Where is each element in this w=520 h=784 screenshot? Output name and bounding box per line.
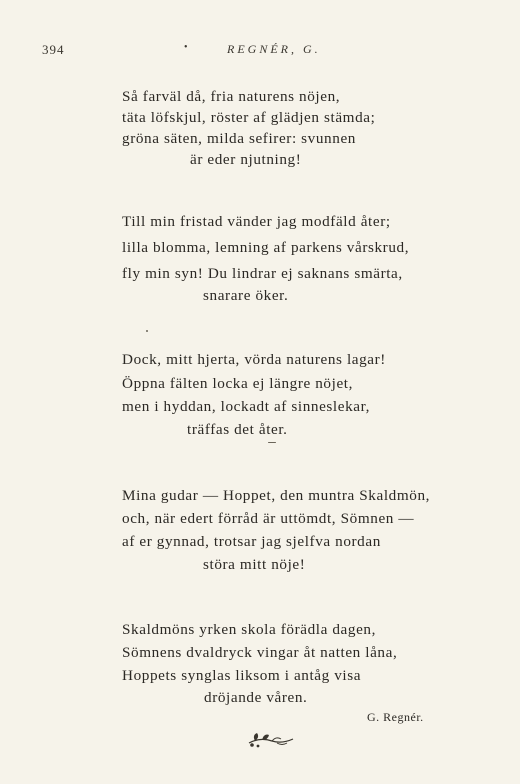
verse-line: och, när edert förråd är uttömdt, Sömnen —: [122, 510, 415, 527]
author-signature: G. Regnér.: [367, 710, 424, 724]
verse-line: Hoppets synglas liksom i antåg visa: [122, 667, 362, 684]
header-dot: •: [184, 42, 188, 53]
verse-line: Till min fristad vänder jag modfäld åter;: [122, 213, 391, 230]
verse-line: Så farväl då, fria naturens nöjen,: [122, 88, 341, 105]
running-head: [42, 42, 480, 62]
verse-line: men i hyddan, lockadt af sinneslekar,: [122, 398, 371, 415]
verse-line: af er gynnad, trotsar jag sjelfva nordan: [122, 533, 381, 550]
verse-line: Mina gudar — Hoppet, den muntra Skaldmön,: [122, 487, 431, 504]
running-head-author: REGNÉR, G.: [227, 42, 321, 56]
verse-line: Skaldmöns yrken skola förädla dagen,: [122, 621, 376, 638]
print-speck: [146, 330, 148, 332]
verse-line: dröjande våren.: [204, 689, 308, 706]
print-speck: [268, 442, 276, 443]
verse-line: Dock, mitt hjerta, vörda naturens lagar!: [122, 351, 386, 368]
verse-line: täta löfskjul, röster af glädjen stämda;: [122, 109, 376, 126]
verse-line: snarare öker.: [203, 287, 289, 304]
verse-line: är eder njutning!: [190, 151, 302, 168]
verse-line: störa mitt nöje!: [203, 556, 306, 573]
verse-line: fly min syn! Du lindrar ej saknans smärta,: [122, 265, 403, 282]
verse-line: träffas det åter.: [187, 421, 288, 438]
page-number: 394: [42, 42, 65, 57]
verse-line: gröna säten, milda sefirer: svunnen: [122, 130, 356, 147]
verse-line: Sömnens dvaldryck vingar åt natten låna,: [122, 644, 398, 661]
verse-line: Öppna fälten locka ej längre nöjet,: [122, 375, 354, 392]
verse-line: lilla blomma, lemning af parkens vårskrud,: [122, 239, 410, 256]
floral-ornament-icon: [246, 728, 296, 750]
